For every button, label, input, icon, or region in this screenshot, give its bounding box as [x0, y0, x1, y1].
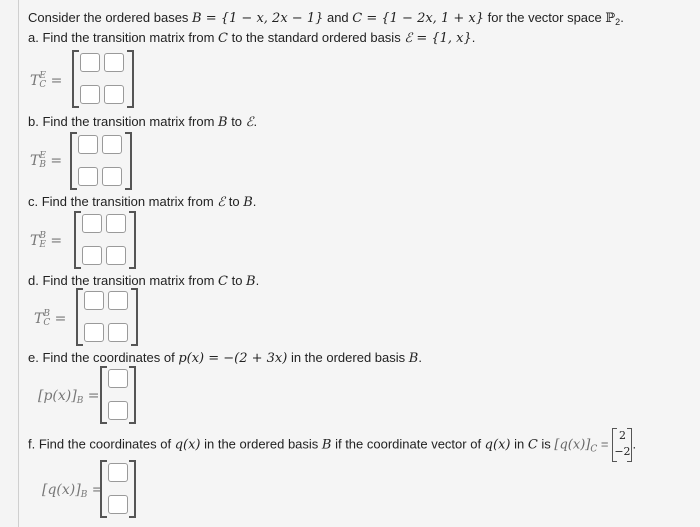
part-e-cell-2[interactable] [108, 401, 128, 420]
part-c-cell-11[interactable] [82, 214, 102, 233]
part-f-cell-1[interactable] [108, 463, 128, 482]
part-b-cell-22[interactable] [102, 167, 122, 186]
part-b-question: b. Find the transition matrix from B to ℰ. [28, 114, 258, 130]
part-a-cell-22[interactable] [104, 85, 124, 104]
part-a-question: a. Find the transition matrix from C to the standard ordered basis ℰ = {1, x}. [28, 30, 476, 46]
part-c-question: c. Find the transition matrix from ℰ to B. [28, 194, 257, 210]
part-a-matrix [72, 50, 134, 108]
part-a-cell-12[interactable] [104, 53, 124, 72]
part-c-cell-21[interactable] [82, 246, 102, 265]
part-e-vector [100, 366, 136, 424]
part-e-question: e. Find the coordinates of p(x) = −(2 + 3x) in the ordered basis B. [28, 350, 422, 366]
part-a-label: T E C = [30, 71, 63, 90]
intro-text: Consider the ordered bases B = {1 − x, 2x − 1} and C = {1 − 2x, 1 + x} for the vector space ℙ$_2$. [28, 10, 624, 27]
part-d-matrix [76, 288, 138, 346]
part-f-vector [100, 460, 136, 518]
part-f-cell-2[interactable] [108, 495, 128, 514]
part-d-label: T B C = [34, 309, 67, 328]
given-coordinate-vector: 2 −2 [612, 428, 632, 462]
part-e-cell-1[interactable] [108, 369, 128, 388]
part-b-cell-11[interactable] [78, 135, 98, 154]
part-d-question: d. Find the transition matrix from C to B. [28, 273, 260, 289]
part-c-label: T B E = [30, 231, 63, 250]
part-b-cell-12[interactable] [102, 135, 122, 154]
part-b-matrix [70, 132, 132, 190]
part-d-cell-12[interactable] [108, 291, 128, 310]
part-e-label: $[p(x)]_B$ = [38, 388, 100, 406]
part-a-cell-11[interactable] [80, 53, 100, 72]
part-f-label: $[q(x)]_B$ = [42, 482, 104, 500]
part-d-cell-11[interactable] [84, 291, 104, 310]
part-c-matrix [74, 211, 136, 269]
part-a-cell-21[interactable] [80, 85, 100, 104]
part-d-cell-21[interactable] [84, 323, 104, 342]
part-c-cell-22[interactable] [106, 246, 126, 265]
part-b-cell-21[interactable] [78, 167, 98, 186]
part-b-label: T E B = [30, 151, 63, 170]
part-f-question: f. Find the coordinates of q(x) in the ordered basis B if the coordinate vector of q(x) in C is $[q(x)]_C$ = 2 −2 . [28, 428, 636, 462]
part-d-cell-22[interactable] [108, 323, 128, 342]
part-c-cell-12[interactable] [106, 214, 126, 233]
